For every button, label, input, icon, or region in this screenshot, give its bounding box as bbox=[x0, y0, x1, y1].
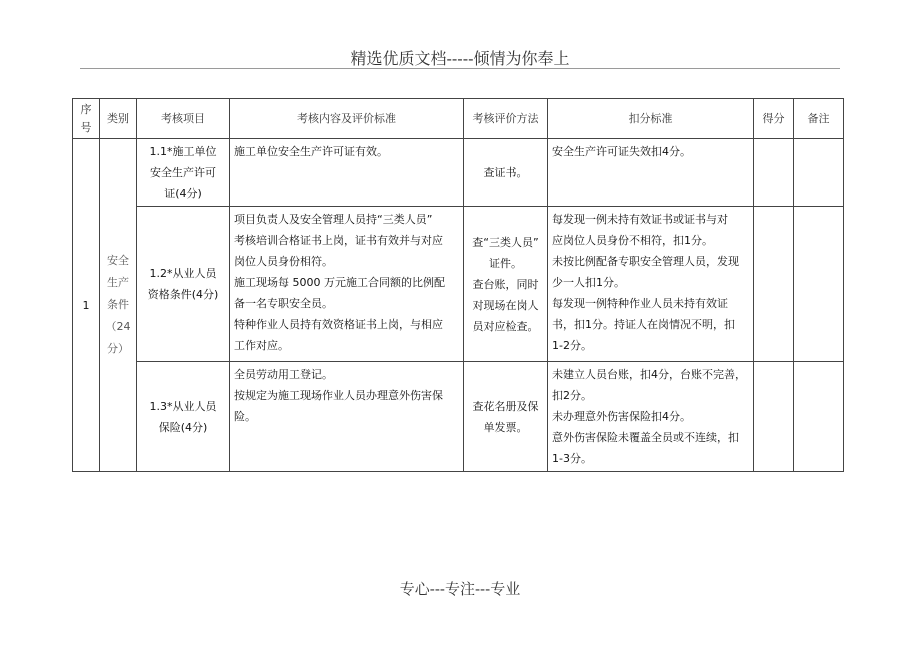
item-cell: 1.3*从业人员 保险(4分) bbox=[137, 362, 230, 472]
item-cell: 1.1*施工单位 安全生产许可 证(4分) bbox=[137, 139, 230, 207]
score-cell[interactable] bbox=[754, 362, 794, 472]
content-cell: 施工单位安全生产许可证有效。 bbox=[230, 139, 464, 207]
deduction-cell: 未建立人员台账，扣4分，台账不完善， 扣2分。 未办理意外伤害保险扣4分。 意外伤害保险未覆盖全员或不连续，扣 1-3分。 bbox=[548, 362, 754, 472]
item-cell: 1.2*从业人员 资格条件(4分) bbox=[137, 207, 230, 362]
score-cell[interactable] bbox=[754, 207, 794, 362]
page-footer: 专心---专注---专业 bbox=[399, 580, 521, 598]
content-cell: 全员劳动用工登记。 按规定为施工现场作业人员办理意外伤害保 险。 bbox=[230, 362, 464, 472]
method-cell: 查“三类人员” 证件。 查台账，同时 对现场在岗人 员对应检查。 bbox=[464, 207, 548, 362]
table-row bbox=[73, 207, 844, 362]
content-cell: 项目负责人及安全管理人员持“三类人员” 考核培训合格证书上岗，证书有效并与对应 岗位人员身份相符。 施工现场每 5000 万元施工合同额的比例配 备一名专职安全员。 特种作业人员持有效资格证书上岗，与相应 工作对应。 bbox=[230, 207, 464, 362]
column-header-deduction: 扣分标准 bbox=[548, 99, 754, 139]
header-divider bbox=[80, 68, 840, 69]
table-header-row bbox=[73, 99, 844, 139]
page-header: 精选优质文档-----倾情为你奉上 bbox=[350, 49, 570, 68]
assessment-table bbox=[72, 98, 844, 472]
row-number: 1 bbox=[73, 139, 100, 472]
column-header-category: 类别 bbox=[100, 99, 137, 139]
table-row bbox=[73, 139, 844, 207]
column-header-content: 考核内容及评价标准 bbox=[230, 99, 464, 139]
remark-cell[interactable] bbox=[794, 139, 844, 207]
column-header-item: 考核项目 bbox=[137, 99, 230, 139]
deduction-cell: 安全生产许可证失效扣4分。 bbox=[548, 139, 754, 207]
category-cell: 安全 生产 条件 （24 分） bbox=[100, 139, 137, 472]
column-header-method: 考核评价方法 bbox=[464, 99, 548, 139]
method-cell: 查证书。 bbox=[464, 139, 548, 207]
method-cell: 查花名册及保 单发票。 bbox=[464, 362, 548, 472]
score-cell[interactable] bbox=[754, 139, 794, 207]
table-row bbox=[73, 362, 844, 472]
column-header-no: 序 号 bbox=[73, 99, 100, 139]
column-header-score: 得分 bbox=[754, 99, 794, 139]
deduction-cell: 每发现一例未持有效证书或证书与对 应岗位人员身份不相符，扣1分。 未按比例配备专职安全管理人员，发现 少一人扣1分。 每发现一例特种作业人员未持有效证 书，扣1分。持证人在岗情况不明，扣 1-2分。 bbox=[548, 207, 754, 362]
remark-cell[interactable] bbox=[794, 207, 844, 362]
remark-cell[interactable] bbox=[794, 362, 844, 472]
column-header-remark: 备注 bbox=[794, 99, 844, 139]
